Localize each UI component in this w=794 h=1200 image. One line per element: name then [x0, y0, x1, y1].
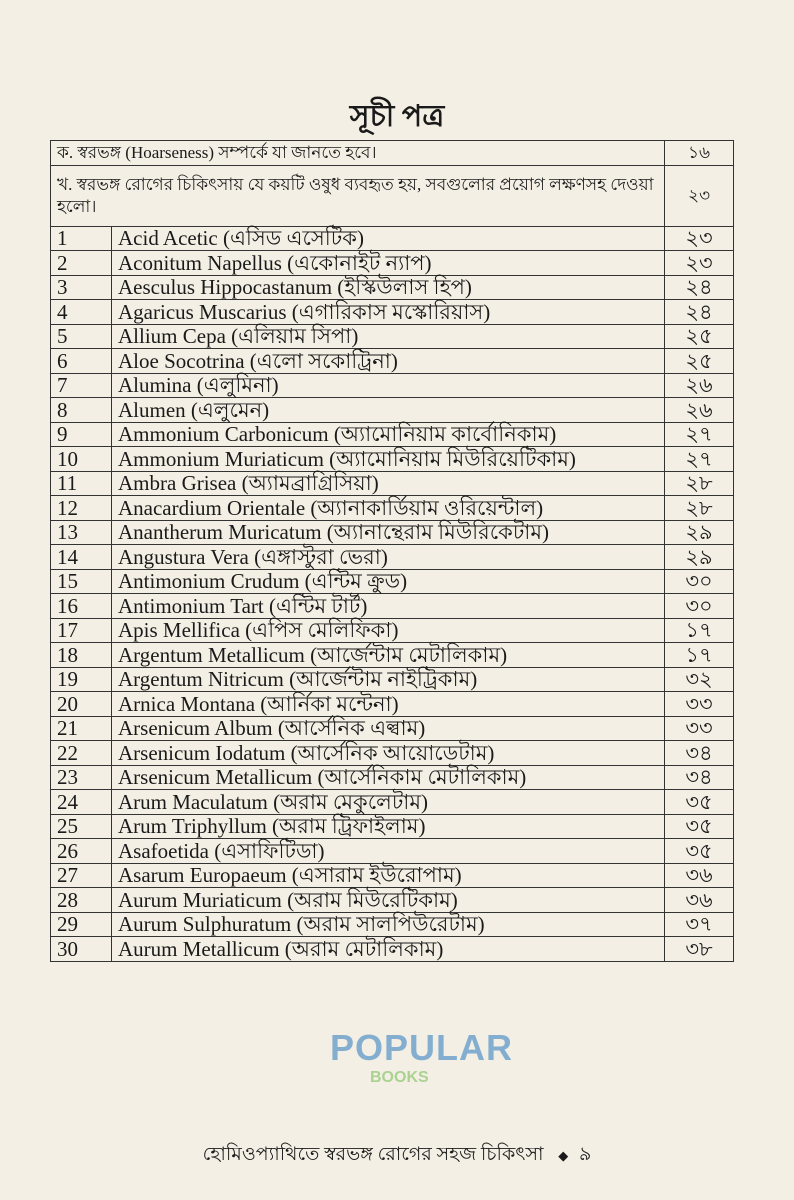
entry-number: 7 [51, 373, 112, 398]
table-row [51, 741, 734, 766]
table-row [51, 863, 734, 888]
entry-number: 11 [51, 471, 112, 496]
entry-page: ৩৩ [665, 692, 734, 717]
entry-page: ৩৫ [665, 814, 734, 839]
table-row [51, 569, 734, 594]
table-row [51, 667, 734, 692]
intro-page: ২৩ [665, 165, 734, 226]
table-row [51, 496, 734, 521]
intro-row [51, 165, 734, 226]
entry-name: Ammonium Carbonicum (অ্যামোনিয়াম কার্বোনিকাম) [112, 422, 665, 447]
entry-name: Arsenicum Metallicum (আর্সেনিকাম মেটালিকাম) [112, 765, 665, 790]
entry-name: Ambra Grisea (অ্যামব্রাগ্রিসিয়া) [112, 471, 665, 496]
entry-page: ৩৪ [665, 765, 734, 790]
entry-number: 4 [51, 300, 112, 325]
table-row [51, 324, 734, 349]
entry-number: 3 [51, 275, 112, 300]
table-row [51, 839, 734, 864]
entry-name: Arsenicum Iodatum (আর্সেনিক আয়োডেটাম) [112, 741, 665, 766]
entry-page: ৩৫ [665, 790, 734, 815]
entry-name: Aurum Muriaticum (অরাম মিউরেটিকাম) [112, 888, 665, 913]
entry-number: 6 [51, 349, 112, 374]
table-row [51, 790, 734, 815]
table-row [51, 765, 734, 790]
entry-name: Arsenicum Album (আর্সেনিক এল্বাম) [112, 716, 665, 741]
table-row [51, 447, 734, 472]
entry-number: 25 [51, 814, 112, 839]
entry-number: 10 [51, 447, 112, 472]
entry-name: Aconitum Napellus (একোনাইট ন্যাপ) [112, 251, 665, 276]
entry-number: 24 [51, 790, 112, 815]
entry-number: 18 [51, 643, 112, 668]
entry-name: Anacardium Orientale (অ্যানাকার্ডিয়াম ওরিয়েন্টাল) [112, 496, 665, 521]
entry-page: ৩৬ [665, 888, 734, 913]
entry-number: 20 [51, 692, 112, 717]
entry-number: 28 [51, 888, 112, 913]
entry-page: ২৫ [665, 349, 734, 374]
entry-number: 22 [51, 741, 112, 766]
entry-number: 15 [51, 569, 112, 594]
entry-number: 26 [51, 839, 112, 864]
table-row [51, 300, 734, 325]
entry-page: ৩৩ [665, 716, 734, 741]
entry-name: Apis Mellifica (এপিস মেলিফিকা) [112, 618, 665, 643]
entry-name: Acid Acetic (এসিড এসেটিক) [112, 226, 665, 251]
entry-name: Aloe Socotrina (এলো সকোট্রিনা) [112, 349, 665, 374]
entry-page: ৩০ [665, 569, 734, 594]
entry-name: Angustura Vera (এঙ্গাস্টুরা ভেরা) [112, 545, 665, 570]
entry-page: ৩৪ [665, 741, 734, 766]
footer-title: হোমিওপ্যাথিতে স্বরভঙ্গ রোগের সহজ চিকিৎসা [202, 1144, 544, 1165]
entry-page: ২৪ [665, 300, 734, 325]
table-row [51, 398, 734, 423]
entry-page: ৩৮ [665, 937, 734, 962]
entry-name: Alumina (এলুমিনা) [112, 373, 665, 398]
page-footer [0, 1140, 794, 1172]
entry-name: Arum Triphyllum (অরাম ট্রিফাইলাম) [112, 814, 665, 839]
watermark-line2: BOOKS [370, 1069, 429, 1086]
entry-number: 14 [51, 545, 112, 570]
entry-name: Arnica Montana (আর্নিকা মন্টেনা) [112, 692, 665, 717]
table-row [51, 618, 734, 643]
entry-number: 27 [51, 863, 112, 888]
entry-name: Aurum Sulphuratum (অরাম সালপিউরেটাম) [112, 912, 665, 937]
entry-page: ২৩ [665, 251, 734, 276]
entry-page: ২৬ [665, 398, 734, 423]
entry-number: 19 [51, 667, 112, 692]
entry-number: 23 [51, 765, 112, 790]
table-row [51, 275, 734, 300]
entry-page: ৩৬ [665, 863, 734, 888]
contents-table [50, 140, 734, 962]
watermark-line1: POPULAR [330, 1027, 514, 1068]
entry-page: ২৯ [665, 520, 734, 545]
entry-page: ৩৭ [665, 912, 734, 937]
watermark-logo [330, 1027, 514, 1086]
entry-page: ২৮ [665, 471, 734, 496]
table-row [51, 471, 734, 496]
intro-page: ১৬ [665, 141, 734, 166]
page-number: ৯ [579, 1144, 592, 1165]
table-row [51, 716, 734, 741]
table-row [51, 349, 734, 374]
entry-name: Asafoetida (এসাফিটিডা) [112, 839, 665, 864]
entry-name: Argentum Nitricum (আর্জেন্টাম নাইট্রিকাম) [112, 667, 665, 692]
entry-number: 12 [51, 496, 112, 521]
entry-name: Arum Maculatum (অরাম মেকুলেটাম) [112, 790, 665, 815]
page-title: সূচী পত্র [349, 100, 445, 133]
table-row [51, 912, 734, 937]
entry-name: Argentum Metallicum (আর্জেন্টাম মেটালিকাম) [112, 643, 665, 668]
table-row [51, 888, 734, 913]
entry-number: 1 [51, 226, 112, 251]
entry-number: 9 [51, 422, 112, 447]
table-row [51, 545, 734, 570]
entry-page: ১৭ [665, 618, 734, 643]
entry-page: ১৭ [665, 643, 734, 668]
entry-number: 5 [51, 324, 112, 349]
entry-page: ২৮ [665, 496, 734, 521]
table-row [51, 692, 734, 717]
entry-page: ৩০ [665, 594, 734, 619]
table-row [51, 422, 734, 447]
intro-row [51, 141, 734, 166]
entry-page: ২৪ [665, 275, 734, 300]
entry-page: ২৯ [665, 545, 734, 570]
table-row [51, 594, 734, 619]
entry-name: Agaricus Muscarius (এগারিকাস মস্কোরিয়াস) [112, 300, 665, 325]
entry-page: ৩৫ [665, 839, 734, 864]
entry-name: Aurum Metallicum (অরাম মেটালিকাম) [112, 937, 665, 962]
entry-name: Asarum Europaeum (এসারাম ইউরোপাম) [112, 863, 665, 888]
table-row [51, 226, 734, 251]
intro-label: ক. স্বরভঙ্গ (Hoarseness) সম্পর্কে যা জানতে হবে। [51, 141, 665, 166]
entry-page: ২৫ [665, 324, 734, 349]
entry-number: 21 [51, 716, 112, 741]
entry-name: Alumen (এলুমেন) [112, 398, 665, 423]
entry-number: 2 [51, 251, 112, 276]
entry-page: ২৩ [665, 226, 734, 251]
entry-number: 30 [51, 937, 112, 962]
entry-name: Ammonium Muriaticum (অ্যামোনিয়াম মিউরিয়েটিকাম) [112, 447, 665, 472]
entry-name: Antimonium Crudum (এন্টিম ক্রুড) [112, 569, 665, 594]
table-row [51, 520, 734, 545]
entry-name: Antimonium Tart (এন্টিম টার্ট) [112, 594, 665, 619]
entry-page: ৩২ [665, 667, 734, 692]
entry-name: Anantherum Muricatum (অ্যানান্থেরাম মিউরিকেটাম) [112, 520, 665, 545]
table-row [51, 373, 734, 398]
entry-number: 13 [51, 520, 112, 545]
entry-number: 16 [51, 594, 112, 619]
entry-number: 17 [51, 618, 112, 643]
table-row [51, 937, 734, 962]
footer-bullet-icon: ◆ [558, 1148, 569, 1163]
entry-name: Allium Cepa (এলিয়াম সিপা) [112, 324, 665, 349]
entry-number: 8 [51, 398, 112, 423]
entry-page: ২৬ [665, 373, 734, 398]
entry-page: ২৭ [665, 447, 734, 472]
table-row [51, 814, 734, 839]
table-row [51, 643, 734, 668]
table-row [51, 251, 734, 276]
entry-number: 29 [51, 912, 112, 937]
entry-page: ২৭ [665, 422, 734, 447]
entry-name: Aesculus Hippocastanum (ইস্কিউলাস হিপ) [112, 275, 665, 300]
intro-label: খ. স্বরভঙ্গ রোগের চিকিৎসায় যে কয়টি ওষুধ ব্যবহৃত হয়, সবগুলোর প্রয়োগ লক্ষণসহ দেওয়া হলো। [51, 165, 665, 226]
